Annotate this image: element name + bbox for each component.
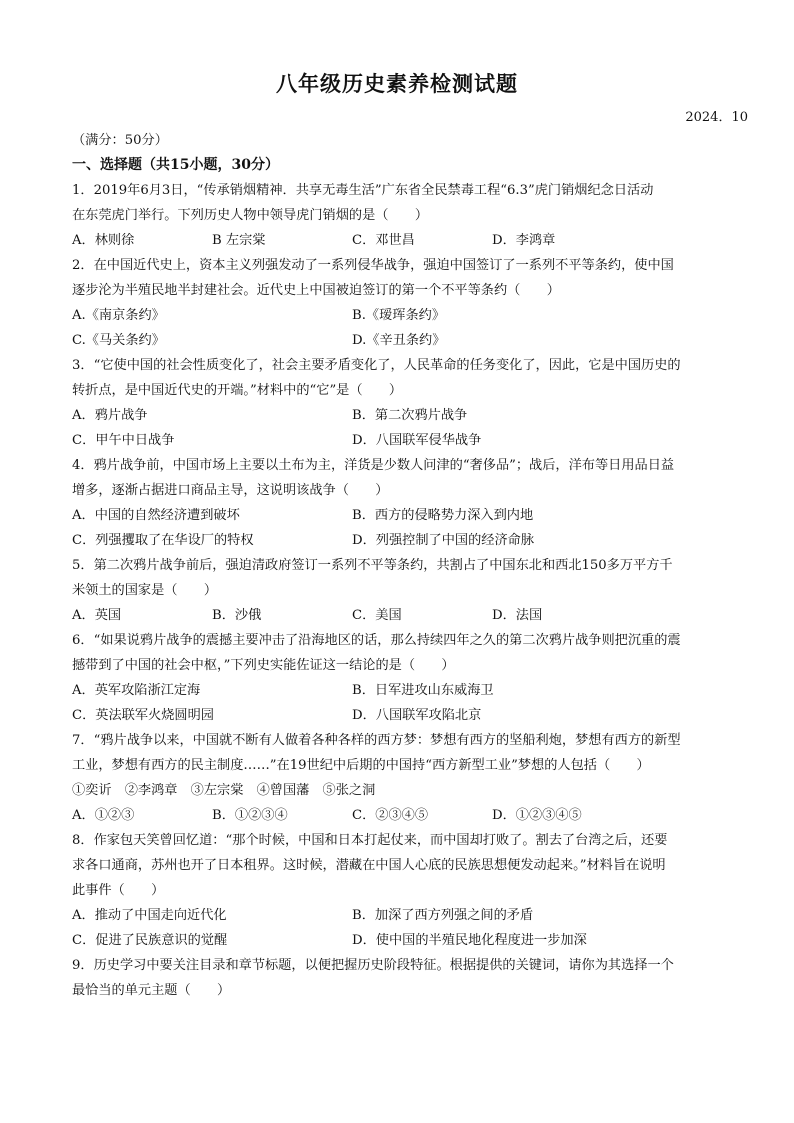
question-7 xyxy=(72,728,722,828)
option-row xyxy=(72,303,722,328)
option-d[interactable]: D．使中国的半殖民地化程度进一步加深 xyxy=(352,933,587,948)
option-a[interactable]: A．推动了中国走向近代化 xyxy=(72,908,227,923)
question-stem-line: 7．“鸦片战争以来，中国就不断有人做着各种各样的西方梦：梦想有西方的坚船利炮，梦想有西方的新型 xyxy=(72,733,681,748)
question-choices-line: ①奕䜣 ②李鸿章 ③左宗棠 ④曾国藩 ⑤张之洞 xyxy=(72,783,376,798)
option-b[interactable]: B．日军进攻山东威海卫 xyxy=(352,683,494,698)
question-5 xyxy=(72,553,722,628)
exam-title: 八年级历史素养检测试题 xyxy=(276,71,518,96)
question-2 xyxy=(72,253,722,353)
question-stem-line: 逐步沦为半殖民地半封建社会。近代史上中国被迫签订的第一个不平等条约（ ） xyxy=(72,283,560,298)
option-d[interactable]: D.《辛丑条约》 xyxy=(352,333,446,348)
option-row xyxy=(72,803,722,828)
question-stem-line: 9．历史学习中要关注目录和章节标题，以便把握历史阶段特征。根据提供的关键词，请你为其选择一个 xyxy=(72,958,674,973)
section-heading: 一、选择题（共15小题，30分） xyxy=(72,157,279,173)
option-c[interactable]: C.《马关条约》 xyxy=(72,333,165,348)
option-d[interactable]: D．列强控制了中国的经济命脉 xyxy=(352,533,535,548)
question-stem-line: 增多，逐渐占据进口商品主导，这说明该战争（ ） xyxy=(72,483,389,498)
question-stem-line: 撼带到了中国的社会中枢，”下列史实能佐证这一结论的是（ ） xyxy=(72,658,455,673)
option-a[interactable]: A.《南京条约》 xyxy=(72,308,165,323)
option-a[interactable]: A．英国 xyxy=(72,608,122,623)
option-row xyxy=(72,503,722,528)
question-4 xyxy=(72,453,722,553)
option-b[interactable]: B.《瑷珲条约》 xyxy=(352,308,446,323)
question-stem-line: 求各口通商，苏州也开了日本租界。这时候，潜藏在中国人心底的民族思想便发动起来。”材料旨在说明 xyxy=(72,858,666,873)
question-stem-line: 4．鸦片战争前，中国市场上主要以土布为主，洋货是少数人问津的“奢侈品”；战后，洋布等日用品日益 xyxy=(72,458,675,473)
question-stem-line: 2．在中国近代史上，资本主义列强发动了一系列侵华战争，强迫中国签订了一系列不平等条约，使中国 xyxy=(72,258,674,273)
option-d[interactable]: D．李鸿章 xyxy=(492,233,556,248)
option-row xyxy=(72,678,722,703)
option-a[interactable]: A．①②③ xyxy=(72,808,135,823)
question-9 xyxy=(72,953,722,1003)
option-a[interactable]: A．鸦片战争 xyxy=(72,408,148,423)
question-stem-line: 工业，梦想有西方的民主制度……”在19世纪中后期的中国持“西方新型工业”梦想的人包括（ ） xyxy=(72,758,650,773)
option-b[interactable]: B 左宗棠 xyxy=(212,233,266,248)
option-c[interactable]: C．②③④⑤ xyxy=(352,808,429,823)
question-stem-line: 5．第二次鸦片战争前后，强迫清政府签订一系列不平等条约，共割占了中国东北和西北150多万平方千 xyxy=(72,558,673,573)
option-row xyxy=(72,703,722,728)
score-note: （满分：50分） xyxy=(72,133,168,148)
option-c[interactable]: C．促进了民族意识的觉醒 xyxy=(72,933,228,948)
option-row xyxy=(72,528,722,553)
option-row xyxy=(72,428,722,453)
option-row xyxy=(72,603,722,628)
option-c[interactable]: C．甲午中日战争 xyxy=(72,433,175,448)
option-row xyxy=(72,328,722,353)
option-b[interactable]: B．①②③④ xyxy=(212,808,288,823)
exam-date: 2024．10 xyxy=(685,110,748,125)
question-stem-line: 米领土的国家是（ ） xyxy=(72,583,218,598)
option-d[interactable]: D．八国联军攻陷北京 xyxy=(352,708,482,723)
option-row xyxy=(72,903,722,928)
option-a[interactable]: A．英军攻陷浙江定海 xyxy=(72,683,201,698)
question-3 xyxy=(72,353,722,453)
option-b[interactable]: B．加深了西方列强之间的矛盾 xyxy=(352,908,534,923)
question-stem-line: 最恰当的单元主题（ ） xyxy=(72,983,231,998)
option-c[interactable]: C．邓世昌 xyxy=(352,233,415,248)
option-row xyxy=(72,928,722,953)
option-c[interactable]: C．美国 xyxy=(352,608,402,623)
option-d[interactable]: D．法国 xyxy=(492,608,543,623)
option-b[interactable]: B．第二次鸦片战争 xyxy=(352,408,468,423)
option-c[interactable]: C．列强攫取了在华设厂的特权 xyxy=(72,533,254,548)
option-b[interactable]: B．沙俄 xyxy=(212,608,262,623)
option-a[interactable]: A．林则徐 xyxy=(72,233,135,248)
question-stem-line: 转折点，是中国近代史的开端。”材料中的“它”是（ ） xyxy=(72,383,403,398)
question-stem-line: 在东莞虎门举行。下列历史人物中领导虎门销烟的是（ ） xyxy=(72,208,429,223)
exam-content xyxy=(72,128,722,1003)
option-row xyxy=(72,403,722,428)
option-row xyxy=(72,228,722,253)
question-stem-line: 6．“如果说鸦片战争的震撼主要冲击了沿海地区的话，那么持续四年之久的第二次鸦片战争则把沉重的震 xyxy=(72,633,681,648)
question-stem-line: 8．作家包天笑曾回忆道：“那个时候，中国和日本打起仗来，而中国却打败了。割去了台湾之后，还要 xyxy=(72,833,668,848)
question-stem-line: 3．“它使中国的社会性质变化了，社会主要矛盾变化了，人民革命的任务变化了，因此，它是中国历史的 xyxy=(72,358,681,373)
question-8 xyxy=(72,828,722,953)
option-b[interactable]: B．西方的侵略势力深入到内地 xyxy=(352,508,534,523)
question-stem-line: 此事件（ ） xyxy=(72,883,165,898)
question-6 xyxy=(72,628,722,728)
question-1 xyxy=(72,178,722,253)
question-stem-line: 1．2019年6月3日，“传承销烟精神．共享无毒生活”广东省全民禁毒工程“6.3”虎门销烟纪念日活动 xyxy=(72,183,654,198)
option-d[interactable]: D．八国联军侵华战争 xyxy=(352,433,482,448)
option-d[interactable]: D．①②③④⑤ xyxy=(492,808,582,823)
option-c[interactable]: C．英法联军火烧圆明园 xyxy=(72,708,214,723)
option-a[interactable]: A．中国的自然经济遭到破坏 xyxy=(72,508,240,523)
